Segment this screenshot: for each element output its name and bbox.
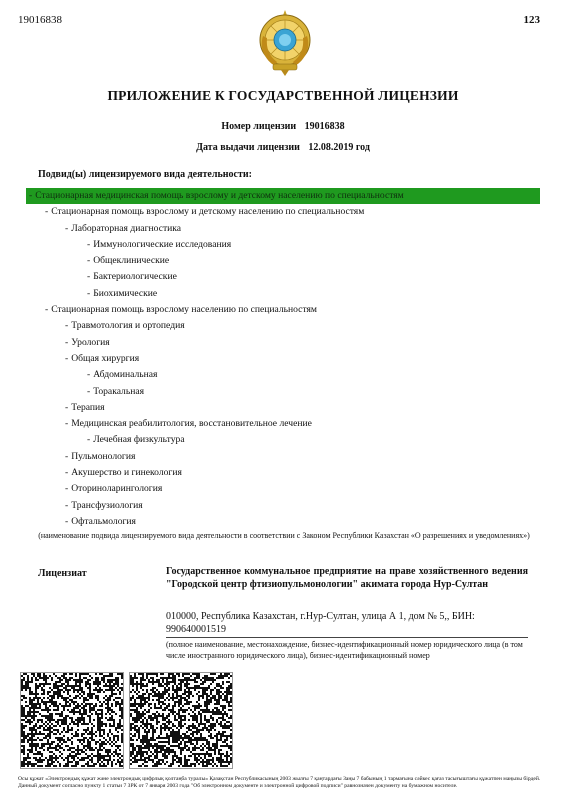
list-item [26, 384, 540, 400]
list-item-text: - Лечебная физкультура [87, 434, 185, 446]
list-item-text: - Стационарная помощь взрослому и детскому населению по специальностям [45, 206, 365, 218]
list-item [26, 449, 540, 465]
list-item [26, 237, 540, 253]
license-date-value: 12.08.2019 год [308, 142, 370, 153]
activity-subtype-list [26, 188, 540, 530]
license-number-line [0, 121, 566, 132]
list-item-text: - Травмотология и ортопедия [65, 320, 185, 332]
list-item-text: - Абдоминальная [87, 369, 158, 381]
list-item-text: - Стационарная помощь взрослому населению по специальностям [45, 304, 317, 316]
legal-footer: Осы құжат «Электрондық құжат және электрондық цифрлық қолтаңба туралы» Қазақстан Республикасының 2003 жылғы 7 қаңтардағы Заңы 7 бабының 1 тармағына сәйкес қағаз тасығыштағы құжатпен маңызы бірдей. Данный документ согласно пункту 1 статьи 7 ЗРК от 7 января 2003 года "Об электронном документе и электронной цифровой подписи" равнозначен документу на бумажном носителе. [18, 776, 541, 789]
list-item-text: - Акушерство и гинекология [65, 467, 182, 479]
address-underline [166, 637, 528, 638]
list-item [26, 400, 540, 416]
list-item [26, 286, 540, 302]
page-number: 123 [523, 14, 540, 26]
qr-code-2 [129, 672, 233, 769]
license-date-line [0, 142, 566, 153]
list-item-text: - Торакальная [87, 385, 145, 397]
list-item-text: - Пульмонология [65, 450, 136, 462]
license-number-value: 19016838 [304, 121, 345, 132]
list-item-text: - Урология [65, 336, 110, 348]
subtype-caption: (наименование подвида лицензируемого вида деятельности в соответствии с Законом Республики Казахстан «О разрешениях и уведомлениях») [38, 531, 530, 540]
list-item-text: - Офтальмология [65, 515, 136, 527]
list-item-text: - Общая хирургия [65, 352, 140, 364]
list-item [26, 498, 540, 514]
subtype-heading: Подвид(ы) лицензируемого вида деятельности: [38, 169, 252, 180]
list-item-text: - Лабораторная диагностика [65, 222, 182, 234]
list-item-text: - Иммунологические исследования [87, 238, 232, 250]
document-number: 19016838 [18, 14, 62, 26]
list-item-text: - Терапия [65, 401, 105, 413]
list-item [26, 302, 540, 318]
list-item [26, 514, 540, 530]
list-item-text: - Трансфузиология [65, 499, 143, 511]
list-item-text: - Медицинская реабилитология, восстановительное лечение [65, 418, 312, 430]
list-item [26, 367, 540, 383]
qr-code-1 [20, 672, 124, 769]
list-item [26, 416, 540, 432]
licensee-name: Государственное коммунальное предприятие на праве хозяйственного ведения "Городской центр фтизиопульмонологии" акимата города Нур-Султан [166, 566, 528, 590]
list-item [26, 481, 540, 497]
list-item-text: - Оториноларингология [65, 483, 163, 495]
list-item [26, 221, 540, 237]
list-item [26, 253, 540, 269]
list-item-text: - Бактериологические [87, 271, 177, 283]
license-number-label: Номер лицензии [221, 121, 297, 132]
list-item [26, 351, 540, 367]
list-item [26, 269, 540, 285]
list-item-text: - Биохимические [87, 287, 158, 299]
licensee-label: Лицензиат [38, 568, 87, 579]
list-item [26, 465, 540, 481]
state-emblem-icon [257, 8, 313, 78]
list-item-text: - Стационарная медицинская помощь взрослому и детскому населению по специальностям [29, 190, 404, 201]
list-item [26, 188, 540, 204]
list-item [26, 318, 540, 334]
list-item [26, 204, 540, 220]
list-item [26, 335, 540, 351]
list-item-text: - Общеклинические [87, 255, 170, 267]
license-date-label: Дата выдачи лицензии [196, 142, 300, 153]
licensee-address: 010000, Республика Казахстан, г.Нур-Султан, улица А 1, дом № 5,, БИН: 990640001519 [166, 611, 475, 635]
licensee-note: (полное наименование, местонахождение, бизнес-идентификационный номер юридического лица (в том числе иностранного юридического лица), бизнес-идентификационный номер [166, 640, 523, 660]
list-item [26, 432, 540, 448]
document-title: ПРИЛОЖЕНИЕ К ГОСУДАРСТВЕННОЙ ЛИЦЕНЗИИ [107, 88, 459, 103]
